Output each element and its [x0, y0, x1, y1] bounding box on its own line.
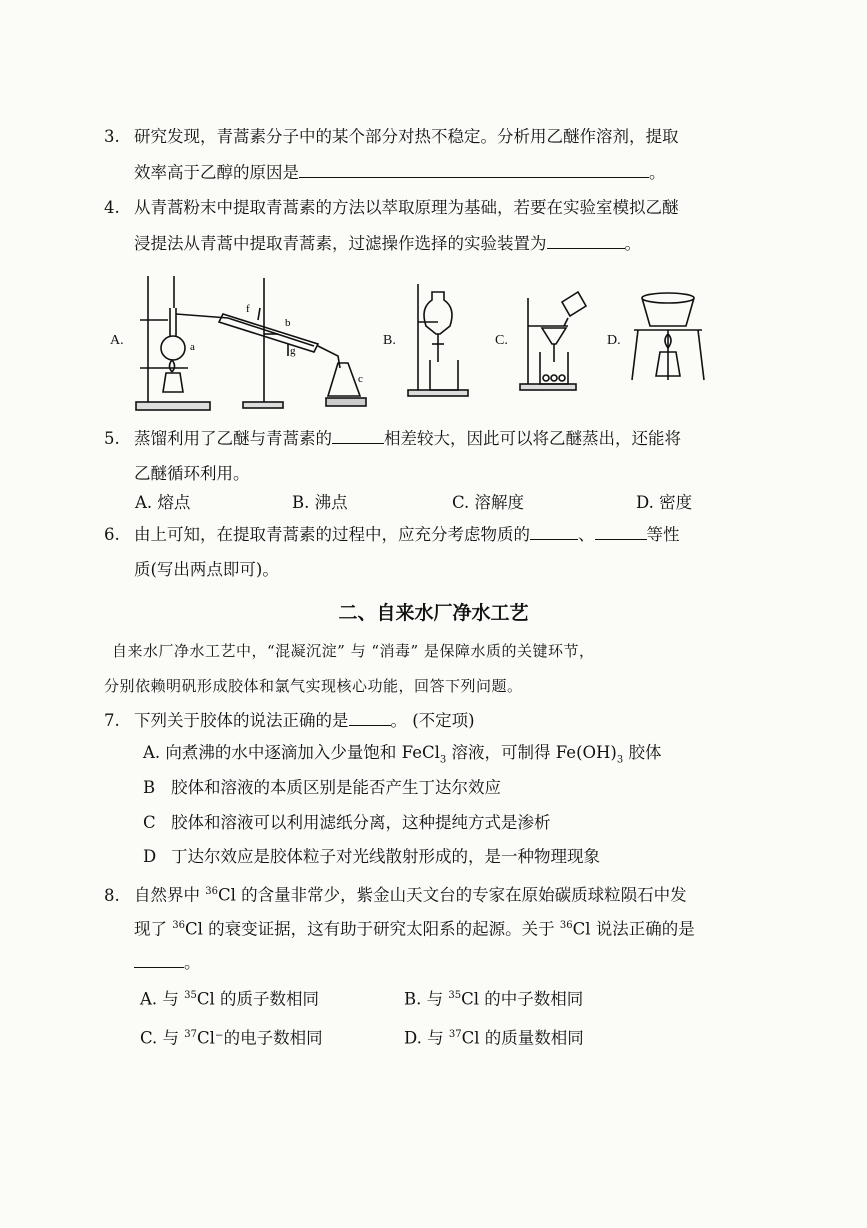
option-text: C. 与 [140, 1028, 185, 1048]
question-text: Cl 说法正确的是 [572, 919, 695, 939]
q7-option-c[interactable] [143, 814, 551, 832]
question-3-line2 [134, 163, 666, 182]
question-4-line2 [134, 234, 641, 253]
answer-blank[interactable] [134, 953, 184, 968]
question-number: 6. [104, 525, 120, 544]
question-text: 自然界中 [134, 885, 206, 905]
superscript: 37 [184, 1029, 198, 1040]
answer-blank[interactable] [349, 711, 391, 726]
q8-option-b[interactable] [404, 987, 583, 1009]
part-label-c: c [358, 373, 363, 385]
option-text: D. 与 [404, 1028, 449, 1048]
question-7 [104, 711, 475, 730]
question-8-line2 [134, 917, 695, 939]
option-text: A. 与 [140, 989, 185, 1009]
question-text: 浸提法从青蒿中提取青蒿素，过滤操作选择的实验装置为 [134, 234, 547, 253]
subscript: 3 [439, 754, 447, 766]
option-label: A. [143, 743, 161, 762]
question-6-line2: 质(写出两点即可)。 [134, 560, 279, 579]
period: 。 [649, 163, 666, 182]
option-text: 向煮沸的水中逐滴加入少量饱和 FeCl [165, 743, 440, 762]
option-text: Cl⁻的电子数相同 [197, 1028, 323, 1048]
answer-blank[interactable] [595, 525, 647, 540]
part-label-g: g [290, 345, 296, 357]
superscript: 35 [184, 990, 197, 1001]
question-note: 。 (不定项) [390, 711, 475, 730]
q8-option-a[interactable] [140, 987, 319, 1009]
question-5-line2: 乙醚循环利用。 [134, 464, 250, 483]
superscript: 35 [448, 990, 462, 1001]
superscript: 36 [205, 886, 218, 897]
question-number: 7. [104, 711, 120, 730]
option-text: 胶体 [623, 743, 662, 762]
option-b[interactable]: B. 沸点 [292, 493, 348, 512]
option-text: 胶体和溶液的本质区别是能否产生丁达尔效应 [171, 778, 501, 797]
question-number: 5. [104, 429, 120, 448]
apparatus-label-c: C. [495, 333, 508, 348]
part-label-b: b [285, 317, 291, 329]
period: 。 [624, 234, 641, 253]
option-label: D [143, 847, 157, 866]
question-text: 效率高于乙醇的原因是 [134, 163, 299, 182]
q7-option-a[interactable] [143, 744, 661, 769]
section-intro-line2: 分别依赖明矾形成胶体和氯气实现核心功能，回答下列问题。 [104, 677, 523, 695]
section-intro-line1: 自来水厂净水工艺中，“混凝沉淀” 与 “消毒” 是保障水质的关键环节， [112, 642, 595, 660]
question-text: 从青蒿粉末中提取青蒿素的方法以萃取原理为基础，若要在实验室模拟乙醚 [134, 198, 679, 217]
q7-option-b[interactable] [143, 779, 501, 797]
apparatus-label-b: B. [383, 333, 396, 348]
question-text: 相差较大，因此可以将乙醚蒸出，还能将 [384, 429, 681, 448]
option-text: 溶液，可制得 Fe(OH) [446, 743, 617, 762]
subscript: 3 [616, 754, 624, 766]
apparatus-label-a: A. [110, 333, 124, 348]
question-number: 8. [104, 885, 120, 905]
question-8-line3 [134, 953, 201, 972]
question-text: 蒸馏利用了乙醚与青蒿素的 [134, 429, 332, 448]
answer-blank[interactable] [332, 429, 384, 444]
separatory-funnel-figure [404, 282, 474, 400]
question-5 [104, 429, 681, 448]
answer-blank[interactable] [299, 163, 649, 178]
question-number: 3. [104, 127, 120, 146]
question-text: 研究发现，青蒿素分子中的某个部分对热不稳定。分析用乙醚作溶剂，提取 [134, 127, 679, 146]
question-4 [104, 199, 679, 217]
q8-option-d[interactable] [404, 1026, 584, 1048]
separator: 、 [578, 525, 595, 544]
option-a[interactable]: A. 熔点 [135, 493, 191, 512]
q8-option-c[interactable] [140, 1026, 323, 1048]
option-d[interactable]: D. 密度 [636, 493, 693, 512]
superscript: 36 [559, 920, 573, 931]
superscript: 36 [172, 920, 185, 931]
superscript: 37 [448, 1029, 462, 1040]
question-3 [104, 128, 679, 146]
question-number: 4. [104, 198, 120, 217]
option-text: 丁达尔效应是胶体粒子对光线散射形成的，是一种物理现象 [171, 847, 600, 866]
evaporation-apparatus-figure [628, 290, 708, 386]
option-label: C [143, 813, 156, 832]
option-text: Cl 的质量数相同 [461, 1028, 584, 1048]
option-text: Cl 的中子数相同 [461, 989, 584, 1009]
option-c[interactable]: C. 溶解度 [452, 493, 525, 512]
option-text: 胶体和溶液可以利用滤纸分离，这种提纯方式是渗析 [171, 813, 551, 832]
question-text: 由上可知，在提取青蒿素的过程中，应充分考虑物质的 [134, 525, 530, 544]
part-label-a: a [190, 341, 195, 353]
option-label: B [143, 778, 156, 797]
answer-blank[interactable] [530, 525, 578, 540]
apparatus-label-d: D. [607, 333, 621, 348]
distillation-apparatus-figure [128, 268, 378, 416]
option-text: B. 与 [404, 989, 449, 1009]
question-text: Cl 的含量非常少，紫金山天文台的专家在原始碳质球粒陨石中发 [217, 885, 687, 905]
question-8 [104, 883, 687, 905]
section-title: 二、自来水厂净水工艺 [338, 602, 529, 624]
option-text: Cl 的质子数相同 [196, 989, 320, 1009]
period: 。 [184, 953, 201, 972]
question-6 [104, 525, 680, 544]
filtration-apparatus-figure [516, 288, 596, 392]
question-text: 下列关于胶体的说法正确的是 [134, 711, 349, 730]
question-text: 等性 [646, 525, 680, 544]
question-text: Cl 的衰变证据，这有助于研究太阳系的起源。关于 [184, 919, 560, 939]
answer-blank[interactable] [547, 234, 625, 249]
q7-option-d[interactable] [143, 848, 600, 866]
question-text: 现了 [134, 919, 173, 939]
part-label-f: f [246, 303, 250, 315]
